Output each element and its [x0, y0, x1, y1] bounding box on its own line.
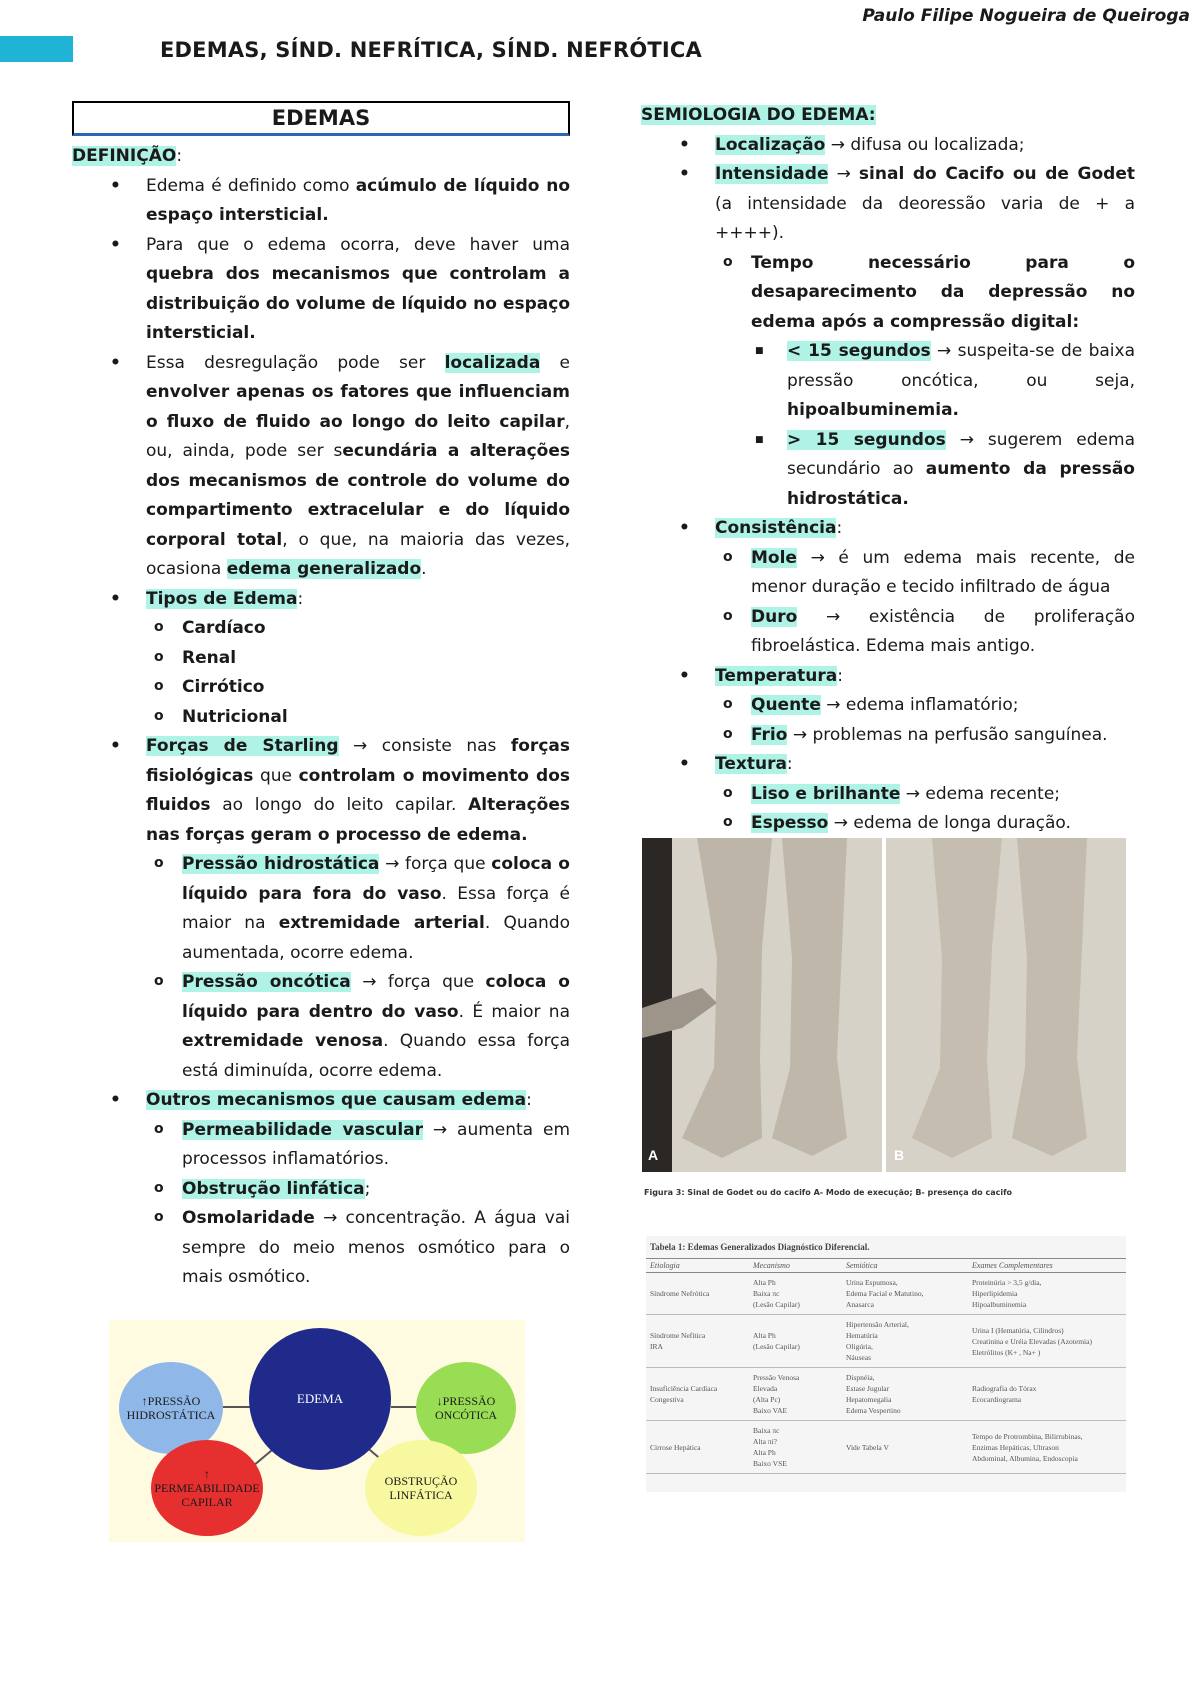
definicao-heading: DEFINIÇÃO: — [72, 146, 183, 166]
table-row — [646, 1368, 1126, 1421]
table-cell: Síndrome Nefítica IRA — [646, 1315, 749, 1368]
table-cell: Proteinúria > 3,5 g/dia, Hiperlipidemia Hipoalbuminemia — [968, 1273, 1126, 1315]
semiologia-heading: SEMIOLOGIA DO EDEMA: — [641, 105, 876, 125]
list-item: • Para que o edema ocorra, deve haver uma quebra dos mecanismos que controlam a distribuição do volume de líquido no espaço intersticial. — [72, 231, 570, 349]
list-item: • Textura: o Liso e brilhante → edema recente; o Espesso → edema de longa duração. — [641, 750, 1135, 839]
lymphatic-obstruction-node: OBSTRUÇÃO LINFÁTICA — [365, 1440, 477, 1536]
table-cell: Cirrose Hepática — [646, 1421, 749, 1474]
sub-item: o Espesso → edema de longa duração. — [715, 809, 1135, 839]
table-row — [646, 1421, 1126, 1474]
author-name: Paulo Filipe Nogueira de Queiroga — [862, 6, 1190, 26]
table-cell: Radiografia do Tórax Ecocardiograma — [968, 1368, 1126, 1421]
hidrostatic-node: ↑PRESSÃO HIDROSTÁTICA — [119, 1362, 223, 1454]
table-header: Mecanismo — [749, 1259, 842, 1273]
sub-item: o Duro → existência de proliferação fibroelástica. Edema mais antigo. — [715, 603, 1135, 662]
sub-item: o Pressão oncótica → força que coloca o líquido para dentro do vaso. É maior na extremidade venosa. Quando essa força está diminuída, ocorre edema. — [146, 968, 570, 1086]
oncotic-node: ↓PRESSÃO ONCÓTICA — [416, 1362, 516, 1454]
table-row — [646, 1273, 1126, 1315]
godet-sign-photo — [642, 838, 1126, 1172]
edema-mechanism-diagram — [109, 1320, 525, 1542]
list-item: • Edema é definido como acúmulo de líquido no espaço intersticial. — [72, 172, 570, 231]
tipo-item: o Renal — [146, 644, 570, 674]
sub-item: o Liso e brilhante → edema recente; — [715, 780, 1135, 810]
list-item: • Consistência: o Mole → é um edema mais recente, de menor duração e tecido infiltrado de água o Duro → existência de proliferação fibroelástica. Edema mais antigo. — [641, 514, 1135, 662]
table-cell: Urina Espumosa, Edema Facial e Matutino, Anasarca — [842, 1273, 968, 1315]
sub-item: o Permeabilidade vascular → aumenta em processos inflamatórios. — [146, 1116, 570, 1175]
arrow-connector — [391, 1406, 417, 1408]
sub-item: o Osmolaridade → concentração. A água vai sempre do meio menos osmótico para o mais osmótico. — [146, 1204, 570, 1293]
differential-diagnosis-table — [646, 1236, 1126, 1492]
table-cell: Pressão Venosa Elevada (Alta Pc) Baixo VAE — [749, 1368, 842, 1421]
list-item: • Intensidade → sinal do Cacifo ou de Godet (a intensidade da deoressão varia de + a ++++). o Tempo necessário para o desaparecimento da depressão no edema após a compressão digital: ■ < 15 segundos → suspeita-se de baixa pressão oncótica, ou seja, hipoalbuminemia. ■ > 15 segundos → sugerem edema secundário ao aumento da pressão hidrostática. — [641, 160, 1135, 514]
sub-item: o Mole → é um edema mais recente, de menor duração e tecido infiltrado de água — [715, 544, 1135, 603]
table-cell: Hipertensão Arterial, Hematúria Oligúria, Náuseas — [842, 1315, 968, 1368]
list-item: • Temperatura: o Quente → edema inflamatório; o Frio → problemas na perfusão sanguínea. — [641, 662, 1135, 751]
sub-item: o Tempo necessário para o desaparecimento da depressão no edema após a compressão digital: ■ < 15 segundos → suspeita-se de baixa pressão oncótica, ou seja, hipoalbuminemia. ■ > 15 segundos → sugerem edema secundário ao aumento da pressão hidrostática. — [715, 249, 1135, 515]
accent-bar — [0, 36, 73, 62]
list-item: • Tipos de Edema: o Cardíaco o Renal o Cirrótico o Nutricional — [72, 585, 570, 733]
table-cell: Alta Ph (Lesão Capilar) — [749, 1315, 842, 1368]
table-cell: Insuficiência Cardíaca Congestiva — [646, 1368, 749, 1421]
sub-item: o Obstrução linfática; — [146, 1175, 570, 1205]
table-cell: Vide Tabela V — [842, 1421, 968, 1474]
table-cell: Urina I (Hematúria, Cilindros) Creatinina e Uréia Elevadas (Azotemia) Eletrólitos (K+ , Na+ ) — [968, 1315, 1126, 1368]
list-item: • Localização → difusa ou localizada; — [641, 131, 1135, 161]
sub-sub-item: ■ < 15 segundos → suspeita-se de baixa pressão oncótica, ou seja, hipoalbuminemia. — [751, 337, 1135, 426]
table-cell: Baixa πc Alta πi? Alta Ph Baixo VSE — [749, 1421, 842, 1474]
table-header: Etiologia — [646, 1259, 749, 1273]
permeability-node: ↑ PERMEABILIDADE CAPILAR — [151, 1440, 263, 1536]
tipo-item: o Cirrótico — [146, 673, 570, 703]
edema-node: EDEMA — [249, 1328, 391, 1470]
sub-item: o Pressão hidrostática → força que coloca o líquido para fora do vaso. Essa força é maior na extremidade arterial. Quando aumentada, ocorre edema. — [146, 850, 570, 968]
table-header: Semiótica — [842, 1259, 968, 1273]
left-column — [72, 101, 570, 1293]
figure-caption: Figura 3: Sinal de Godet ou do cacifo A- Modo de execução; B- presença do cacifo — [644, 1188, 1013, 1197]
panel-a-label: A — [648, 1147, 659, 1163]
tipo-item: o Cardíaco — [146, 614, 570, 644]
sub-item: o Frio → problemas na perfusão sanguínea. — [715, 721, 1135, 751]
table-header: Exames Complementares — [968, 1259, 1126, 1273]
right-column — [641, 101, 1135, 839]
sub-item: o Quente → edema inflamatório; — [715, 691, 1135, 721]
table-cell: Síndrome Nefrótica — [646, 1273, 749, 1315]
table-cell: Tempo de Protrombina, Bilirrubinas, Enzimas Hepáticas, Ultrason Abdominal, Albumina, Endoscopia — [968, 1421, 1126, 1474]
table-row — [646, 1315, 1126, 1368]
document-title: EDEMAS, SÍND. NEFRÍTICA, SÍND. NEFRÓTICA — [160, 38, 702, 62]
tipo-item: o Nutricional — [146, 703, 570, 733]
table-cell: Dispnéia, Estase Jugular Hepatomegalia Edema Vespertino — [842, 1368, 968, 1421]
list-item: • Outros mecanismos que causam edema: o Permeabilidade vascular → aumenta em processos inflamatórios. o Obstrução linfática; o Osmolaridade → concentração. A água vai sempre do meio menos osmótico para o mais osmótico. — [72, 1086, 570, 1293]
sub-sub-item: ■ > 15 segundos → sugerem edema secundário ao aumento da pressão hidrostática. — [751, 426, 1135, 515]
table-title: Tabela 1: Edemas Generalizados Diagnóstico Diferencial. — [650, 1242, 870, 1252]
arrow-connector — [223, 1406, 251, 1408]
panel-b-label: B — [894, 1147, 905, 1163]
list-item: • Forças de Starling → consiste nas forças fisiológicas que controlam o movimento dos fluidos ao longo do leito capilar. Alterações nas forças geram o processo de edema. o Pressão hidrostática → força que coloca o líquido para fora do vaso. Essa força é maior na extremidade arterial. Quando aumentada, ocorre edema. o Pressão oncótica → força que coloca o líquido para dentro do vaso. É maior na extremidade venosa. Quando essa força está diminuída, ocorre edema. — [72, 732, 570, 1086]
section-box-title: EDEMAS — [72, 101, 570, 136]
list-item: • Essa desregulação pode ser localizada e envolver apenas os fatores que influenciam o fluxo de fluido ao longo do leito capilar, ou, ainda, pode ser secundária a alterações dos mecanismos de controle do volume do compartimento extracelular e do líquido corporal total, o que, na maioria das vezes, ocasiona edema generalizado. — [72, 349, 570, 585]
table-cell: Alta Ph Baixa πc (Lesão Capilar) — [749, 1273, 842, 1315]
